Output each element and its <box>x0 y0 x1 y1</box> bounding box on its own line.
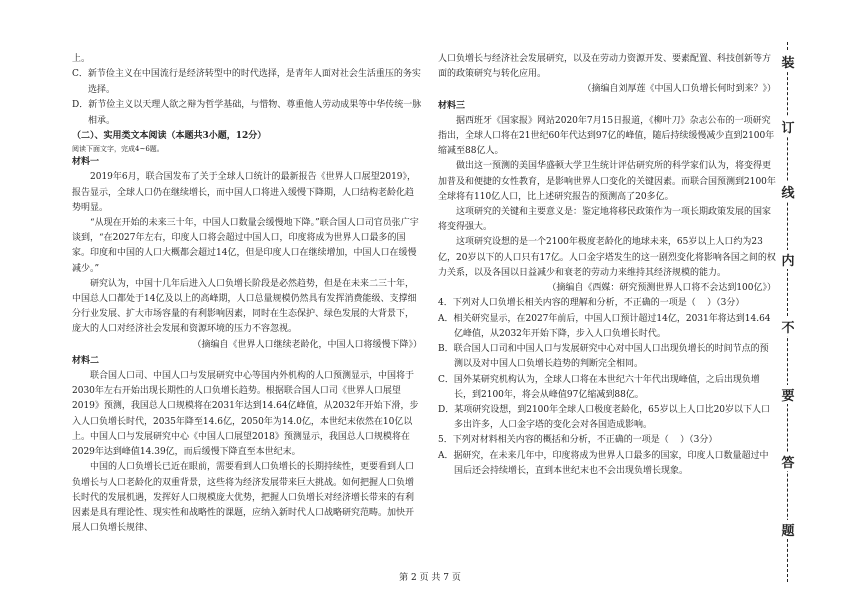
material-3-paragraph-1: 据西班牙《国家报》网站2020年7月15日报道，《柳叶刀》杂志公布的一项研究指出，全球人口将在21世纪60年代达到97亿的峰值，随后持续缓慢减少直到2100年缩减至88亿人。 <box>438 115 775 157</box>
material-2-paragraph-1: 联合国人口司、中国人口与发展研究中心等国内外机构的人口预测显示，中国将于2030年左右开始出现长期性的人口负增长趋势。根据联合国人口司《世界人口展望2019》预测，我国总人口规模将在2031年达到14.64亿峰值，从2032年开始下滑，步入人口负增长时代，2035年降至14.6亿，2050年为14.0亿，本世纪末依然在10亿以上。中国人口与发展研究中心《中国人口展望2018》预测显示，我国总人口规模将在2029年达到峰值14.39亿，而后缓慢下降直至本世纪末。 <box>72 371 419 458</box>
page-number: 第 2 页 共 7 页 <box>399 573 461 583</box>
material-1-paragraph-1: 2019年6月，联合国发布了关于全球人口统计的最新报告《世界人口展望2019》，报告显示，全球人口仍在继续增长，而中国人口将进入缓慢下降期，人口结构老龄化趋势明显。 <box>72 172 417 213</box>
option-c: C．新节俭主义在中国流行是经济转型中的时代选择，是青年人面对社会生活重压的务实选择。 <box>72 69 421 95</box>
option-d: D．新节俭主义以天理人欲之辩为哲学基础，与惜物、尊重他人劳动成果等中华传统一脉相承。 <box>72 100 422 126</box>
material-1-paragraph-2: “从现在开始的未来三十年，中国人口数量会缓慢地下降。”联合国人口司官员张广宇谈到，“在2027年左右，印度人口将会超过中国人口，印度将成为世界人口最多的国家。印度和中国的人口大概都会超过14亿，但是印度人口在继续增加，中国人口在缓慢减少。” <box>72 218 419 274</box>
seal-char: 订 <box>779 117 797 136</box>
seal-char: 不 <box>779 317 797 336</box>
material-2-continuation: 人口负增长与经济社会发展研究，以及在劳动力资源开发、要素配置、科技创新等方面的政策研究与转化应用。 <box>438 54 772 80</box>
material-3-paragraph-3: 这项研究的关键和主要意义是：鉴定地将移民政策作为一项长期政策发展的国家将变得强大。 <box>438 207 772 233</box>
question-4-option-b: B．联合国人口司和中国人口与发展研究中心对中国人口出现负增长的时间节点的预测以及对中国人口负增长趋势的判断完全相同。 <box>438 344 769 370</box>
material-3-title: 材料三 <box>438 100 466 111</box>
question-5: 5．下列对材料相关内容的概括和分析，不正确的一项是（ ）（3分） <box>438 435 718 446</box>
material-2-source: （摘编自刘厚莲《中国人口负增长何时到来？》） <box>582 84 776 95</box>
material-1-paragraph-3: 研究认为，中国十几年后进入人口负增长阶段是必然趋势，但是在未来二三十年，中国总人口都处于14亿及以上的高峰期，人口总量规模仍然具有发挥消费能级、支撑细分行业发展、扩大市场容量的有利影响因素，同时在生态保护、绿色发展的大背景下，庞大的人口对经济社会发展和资源环境的压力不容忽视。 <box>72 278 417 335</box>
question-4: 4．下列对人口负增长相关内容的理解和分析，不正确的一项是（ ）（3分） <box>438 298 745 309</box>
material-3-source: （摘编自《西媒：研究预测世界人口将不会达到100亿》） <box>547 283 776 294</box>
section-heading: （二）、实用类文本阅读（本题共3小题，12分） <box>72 131 267 142</box>
seal-char: 装 <box>779 52 797 71</box>
seal-char: 内 <box>779 250 797 269</box>
paragraph-continuation: 上。 <box>72 54 91 64</box>
seal-char: 要 <box>779 385 797 404</box>
seal-char: 答 <box>779 452 797 471</box>
seal-char: 线 <box>779 182 797 201</box>
question-4-option-a: A．相关研究显示，在2027年前后，中国人口预计超过14亿，2031年将达到14.64亿峰值，从2032年开始下降，步入人口负增长时代。 <box>438 313 771 340</box>
binding-seal-line <box>777 42 799 582</box>
question-5-option-a: A．据研究，在未来几年中，印度将成为世界人口最多的国家，印度人口数量超过中国后还会持续增长，直到本世纪末也不会出现负增长现象。 <box>438 450 769 477</box>
material-1-source: （摘编自《世界人口继续老龄化，中国人口将缓慢下降》） <box>192 339 422 350</box>
right-column <box>438 52 776 479</box>
material-3-paragraph-2: 做出这一预测的美国华盛顿大学卫生统计评估研究所的科学家们认为，将变得更加普及和便捷的女性教育，是影响世界人口变化的关键因素。而联合国预测到2100年全球将有110亿人口，比上述研究报告的预测高了20多亿。 <box>438 161 776 202</box>
material-2-paragraph-2: 中国的人口负增长已近在眼前，需要看到人口负增长的长期持续性，更要看到人口负增长与人口老龄化的双重背景，这些将为经济发展带来巨大挑战。如何把握人口负增长时代的发展机遇，发挥好人口规模庞大优势，把握人口负增长对经济增长带来的有利因素是具有理论性、现实性和战略性的课题，应纳入新时代人口战略研究范畴。加快开展人口负增长规律、 <box>72 462 415 534</box>
question-4-option-c: C．国外某研究机构认为，全球人口将在本世纪六十年代出现峰值，之后出现负增长，到2100年，将会从峰值97亿缩减到88亿。 <box>438 374 760 400</box>
material-1-title: 材料一 <box>72 157 100 168</box>
left-column <box>72 52 422 536</box>
material-3-paragraph-4: 这项研究设想的是一个2100年极度老龄化的地球未来，65岁以上人口约为23亿，20岁以下的人口只有17亿。人口金字塔发生的这一剧烈变化将影响各国之间的权力关系，以及各国以日益减少和衰老的劳动力来维持其经济规模的能力。 <box>438 237 776 278</box>
question-4-option-d: D．某项研究设想，到2100年全球人口极度老龄化，65岁以上人口比20岁以下人口多出许多，人口金字塔的变化会对各国造成影响。 <box>438 405 771 431</box>
seal-char: 题 <box>779 520 797 539</box>
material-2-title: 材料二 <box>72 356 100 367</box>
instruction: 阅读下面文字，完成4~6题。 <box>72 145 164 154</box>
